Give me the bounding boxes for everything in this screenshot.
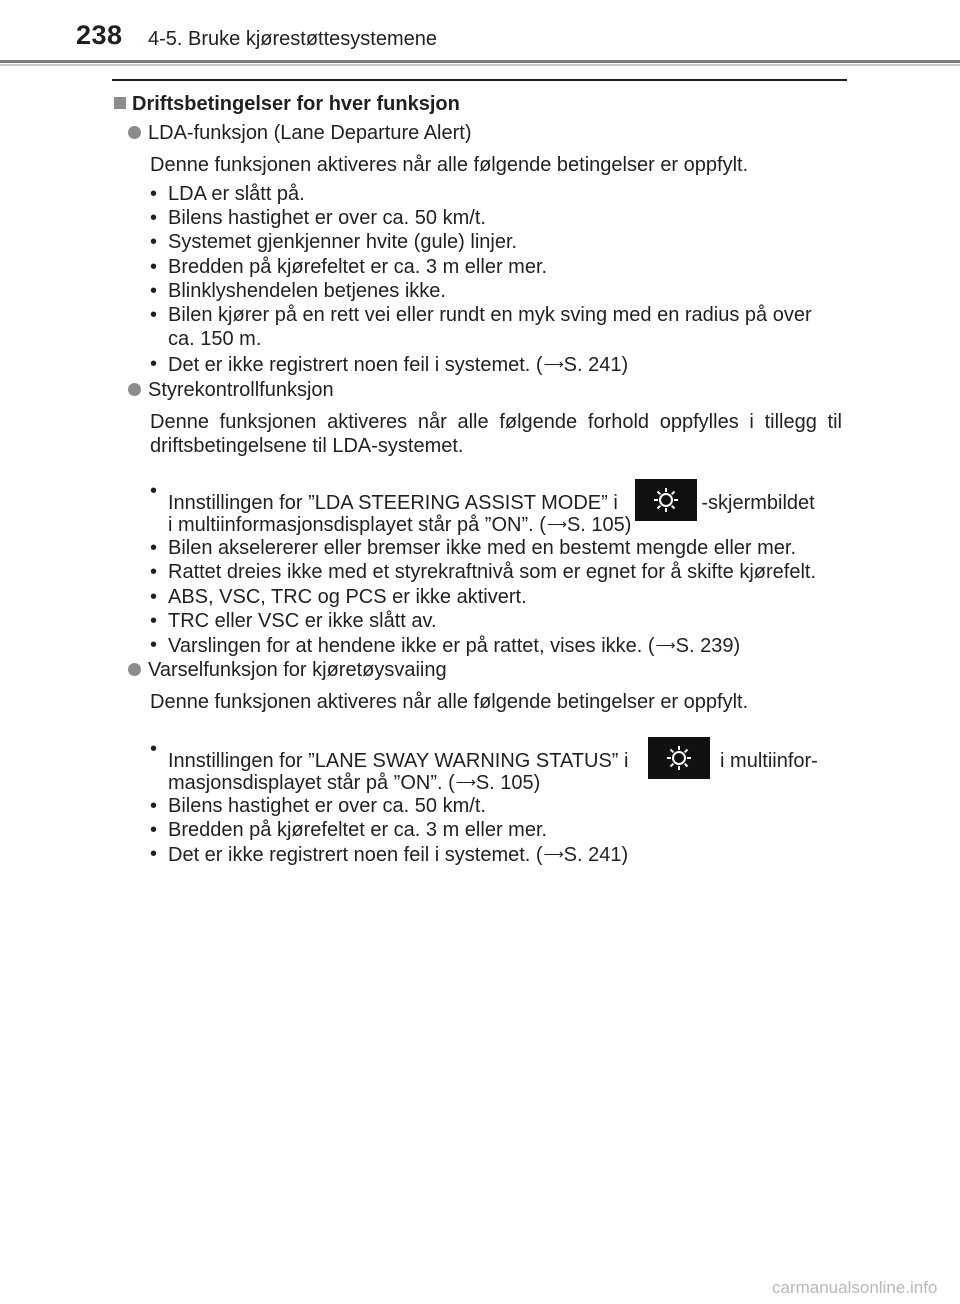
sway-item-text: masjonsdisplayet står på ”ON”. ( bbox=[168, 772, 455, 794]
page-reference-link[interactable]: S. 241) bbox=[563, 844, 629, 866]
function-title-sway bbox=[128, 658, 447, 682]
function-title-text: Varselfunksjon for kjøretøysvaiing bbox=[148, 659, 447, 681]
sway-item: • Bilens hastighet er over ca. 50 km/t. bbox=[150, 794, 842, 818]
page-number: 238 bbox=[76, 20, 123, 50]
sway-item: • Bredden på kjørefeltet er ca. 3 m eller mer. bbox=[150, 818, 842, 842]
steering-item: • TRC eller VSC er ikke slått av. bbox=[150, 609, 842, 633]
lda-item: • Bilens hastighet er over ca. 50 km/t. bbox=[150, 206, 842, 230]
function-title-steering bbox=[128, 378, 334, 402]
section-divider bbox=[112, 79, 847, 81]
arrow-right-icon: ⟶ bbox=[655, 637, 676, 653]
sway-item bbox=[150, 842, 842, 867]
lda-item: • Bredden på kjørefeltet er ca. 3 m eller mer. bbox=[150, 255, 842, 279]
steering-item-text: -skjermbildet bbox=[701, 492, 815, 514]
watermark: carmanualsonline.info bbox=[772, 1278, 938, 1297]
function-title-text: LDA-funksjon (Lane Departure Alert) bbox=[148, 122, 472, 144]
sway-item-text: Innstillingen for ”LANE SWAY WARNING STATUS” i bbox=[168, 750, 629, 772]
steering-item: • Bilen akselererer eller bremser ikke med en bestemt mengde eller mer. bbox=[150, 536, 842, 560]
page-reference-link[interactable]: S. 105) bbox=[566, 514, 632, 536]
header-divider bbox=[0, 60, 960, 63]
lda-item-line2: ca. 150 m. bbox=[168, 328, 262, 350]
lda-item-text: Det er ikke registrert noen feil i systemet. ( bbox=[168, 354, 543, 376]
section-title-text: Driftsbetingelser for hver funksjon bbox=[132, 93, 460, 115]
circle-bullet-icon bbox=[128, 383, 141, 396]
arrow-right-icon: ⟶ bbox=[455, 774, 476, 790]
steering-item bbox=[150, 633, 842, 658]
lda-item bbox=[150, 352, 842, 377]
lda-item: • LDA er slått på. bbox=[150, 182, 842, 206]
lda-item-line1: Bilen kjører på en rett vei eller rundt en myk sving med en radius på over bbox=[168, 304, 812, 326]
function-title-lda bbox=[128, 121, 472, 145]
sway-item-line2 bbox=[168, 770, 540, 795]
page-reference-link[interactable]: S. 105) bbox=[475, 772, 541, 794]
lda-item: • Blinklyshendelen betjenes ikke. bbox=[150, 279, 842, 303]
steering-item: • Rattet dreies ikke med et styrekraftnivå som er egnet for å skifte kjørefelt. bbox=[150, 560, 842, 584]
steering-item-text: i multiinformasjonsdisplayet står på ”ON”. ( bbox=[168, 514, 546, 536]
steering-intro-line1: Denne funksjonen aktiveres når alle følgende forhold oppfylles i tillegg til bbox=[150, 411, 842, 433]
page-header bbox=[0, 0, 960, 62]
header-divider-light bbox=[0, 64, 960, 66]
steering-item: • ABS, VSC, TRC og PCS er ikke aktivert. bbox=[150, 585, 842, 609]
circle-bullet-icon bbox=[128, 663, 141, 676]
steering-item-line2 bbox=[168, 512, 631, 537]
page-reference-link[interactable]: S. 239) bbox=[675, 635, 741, 657]
function-title-text: Styrekontrollfunksjon bbox=[148, 379, 334, 401]
arrow-right-icon: ⟶ bbox=[543, 356, 564, 372]
steering-intro-line2: driftsbetingelsene til LDA-systemet. bbox=[150, 435, 464, 457]
steering-item-text: Innstillingen for ”LDA STEERING ASSIST MODE” i bbox=[168, 492, 618, 514]
section-title bbox=[114, 92, 460, 116]
lda-item: • Systemet gjenkjenner hvite (gule) linjer. bbox=[150, 230, 842, 254]
square-bullet-icon bbox=[114, 97, 126, 109]
gear-icon bbox=[635, 479, 697, 521]
page-reference-link[interactable]: S. 241) bbox=[563, 354, 629, 376]
circle-bullet-icon bbox=[128, 126, 141, 139]
sway-item-text: i multiinfor- bbox=[720, 750, 818, 772]
steering-item-text: Varslingen for at hendene ikke er på rattet, vises ikke. ( bbox=[168, 635, 655, 657]
arrow-right-icon: ⟶ bbox=[546, 516, 567, 532]
chapter-title: 4-5. Bruke kjørestøttesystemene bbox=[148, 28, 437, 50]
arrow-right-icon: ⟶ bbox=[543, 846, 564, 862]
lda-intro: Denne funksjonen aktiveres når alle følgende betingelser er oppfylt. bbox=[150, 154, 749, 176]
sway-intro: Denne funksjonen aktiveres når alle følgende betingelser er oppfylt. bbox=[150, 691, 749, 713]
gear-icon bbox=[648, 737, 710, 779]
lda-item bbox=[150, 303, 842, 351]
sway-item-text: Det er ikke registrert noen feil i systemet. ( bbox=[168, 844, 543, 866]
